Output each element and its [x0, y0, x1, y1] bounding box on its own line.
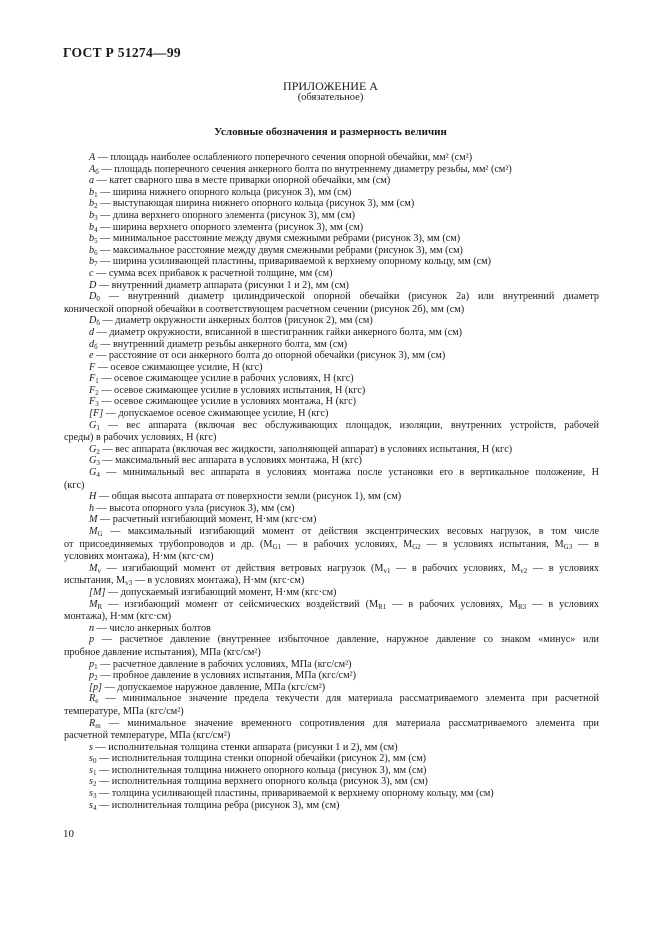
definition-text: температуре, МПа (кгс/см²) [64, 705, 184, 717]
definition-continuation [64, 730, 599, 742]
definition-text: — пробное давление в условиях испытания, МПа (кгс/см²) [97, 670, 356, 682]
definition-text: — минимальное значение временного сопротивления для материала рассматриваемого элемента при [100, 717, 599, 729]
symbol: [F] [89, 408, 104, 420]
definition-line [64, 187, 599, 199]
definition-text: — площадь поперечного сечения анкерного болта по внутреннему диаметру резьбы, мм² (см²) [98, 163, 512, 175]
definition-line [64, 634, 599, 646]
definition-text: — минимальное значение предела текучести для материала рассматриваемого элемента при расчетной [98, 693, 599, 705]
inline-subscript: v1 [383, 566, 391, 575]
definition-line [64, 503, 599, 515]
symbol: [M] [89, 586, 106, 598]
definition-text: — изгибающий момент от действия ветровых нагрузок (M [101, 562, 384, 574]
definition-line [64, 563, 599, 575]
symbol-subscript: 3 [92, 792, 97, 800]
symbol: s [89, 741, 93, 753]
definition-line [64, 788, 599, 800]
definition-line [64, 350, 599, 362]
definition-text: — толщина усиливающей пластины, привариваемой к верхнему опорному кольцу, мм (см) [96, 788, 494, 800]
definition-text: — вес аппарата (включая вес жидкости, заполняющей аппарат) в условиях испытания, Н (кгс) [99, 443, 513, 455]
definition-text: — минимальное расстояние между двумя смежными ребрами (рисунок 3), мм (см) [97, 233, 461, 245]
definition-text: — допускаемый изгибающий момент, Н·мм (кгс·см) [105, 586, 337, 598]
symbol: R [89, 693, 96, 705]
appendix-heading [0, 80, 661, 104]
symbol: s [89, 753, 93, 765]
definition-continuation [64, 647, 599, 659]
definition-text: — изгибающий момент от сейсмических воздействий (M [102, 598, 379, 610]
symbol: b [89, 256, 95, 268]
definition-line [64, 526, 599, 538]
definition-text: — площадь наиболее ослабленного поперечного сечения опорной обечайки, мм² (см²) [95, 152, 473, 163]
definition-line [64, 256, 599, 268]
definition-line [64, 753, 599, 765]
definition-text: — общая высота аппарата от поверхности земли (рисунок 1), мм (см) [96, 491, 402, 503]
symbol: p [89, 658, 95, 670]
symbol: b [89, 209, 95, 221]
symbol-subscript: 0 [96, 295, 100, 303]
symbol-subscript: 6 [94, 248, 98, 257]
definition-text: пробное давление испытания), МПа (кгс/см²) [64, 646, 261, 658]
symbol-subscript: 4 [92, 803, 97, 812]
definition-text: — сумма всех прибавок к расчетной толщине, мм (см) [93, 267, 333, 279]
symbol-subscript: б [95, 167, 99, 176]
definition-line [64, 222, 599, 234]
definition-text: — расчетный изгибающий момент, Н·мм (кгс·см) [97, 514, 317, 526]
definition-text: — ширина нижнего опорного кольца (рисунок 3), мм (см) [97, 186, 352, 198]
definition-line [64, 164, 599, 176]
appendix-subtitle: (обязательное) [297, 92, 364, 103]
definition-text: — максимальное расстояние между двумя смежными ребрами (рисунок 3), мм (см) [97, 244, 463, 256]
inline-subscript: v2 [520, 566, 528, 575]
definition-text: — исполнительная толщина стенки опорной обечайки (рисунок 2), мм (см) [96, 753, 427, 765]
definition-text: — осевое сжимающее усилие в рабочих условиях, Н (кгс) [98, 373, 354, 385]
definition-text: — расчетное давление (внутреннее избыточное давление, наружное давление со знаком «минус» или [94, 634, 599, 646]
definition-line [64, 315, 599, 327]
definition-line [64, 396, 599, 408]
symbol: D [89, 291, 97, 303]
symbol: h [89, 502, 95, 514]
definition-line [64, 659, 599, 671]
symbol: M [89, 562, 98, 574]
definition-continuation [64, 611, 599, 623]
definition-line [64, 587, 599, 599]
symbol: b [89, 233, 95, 245]
definition-line [64, 210, 599, 222]
symbol: F [89, 373, 96, 385]
definition-text: — высота опорного узла (рисунок 3), мм (см) [94, 502, 295, 514]
symbol-subscript: 2 [94, 674, 98, 682]
symbol: s [89, 799, 93, 811]
definition-text: — вес аппарата (включая вес обслуживающих площадок, изоляции, внутренних устройств, рабочей [99, 419, 599, 431]
definition-text: — исполнительная толщина стенки аппарата (рисунки 1 и 2), мм (см) [92, 741, 398, 753]
definition-line [64, 198, 599, 210]
symbol-subscript: e [95, 697, 99, 705]
symbol-subscript: 2 [95, 388, 99, 397]
symbol-subscript: 3 [96, 459, 100, 468]
symbol: e [89, 350, 94, 362]
definition-text: конической опорной обечайки в соответствующем расчетном сечении (рисунок 2б), мм (см) [64, 303, 465, 315]
definition-line [64, 152, 599, 164]
definition-text: от присоединяемых трубопроводов и др. (M [64, 538, 273, 550]
definition-line [64, 233, 599, 245]
definition-line [64, 682, 599, 694]
symbol: n [89, 622, 95, 634]
inline-subscript: G3 [563, 542, 573, 551]
inline-subscript: G2 [412, 542, 421, 551]
symbol: H [89, 491, 97, 503]
definition-text: — в условиях [526, 598, 599, 610]
definition-continuation [64, 539, 599, 551]
inline-subscript: R3 [517, 602, 527, 611]
symbol: b [89, 244, 95, 256]
symbols-list [64, 152, 599, 811]
definition-text: — в рабочих условиях, M [281, 538, 413, 550]
definition-line [64, 623, 599, 635]
inline-subscript: G1 [272, 542, 282, 551]
definition-text: — исполнительная толщина ребра (рисунок 3), мм (см) [96, 799, 340, 811]
symbol-subscript: 4 [96, 471, 100, 479]
symbol: G [89, 467, 97, 479]
symbol-subscript: 7 [94, 260, 98, 268]
symbol: G [89, 419, 97, 431]
definition-line [64, 385, 599, 397]
definition-continuation [64, 706, 599, 718]
definition-text: — ширина усиливающей пластины, привариваемой к верхнему опорному кольцу, мм (см) [97, 256, 492, 268]
symbol-subscript: 1 [96, 423, 100, 432]
symbol-subscript: 1 [95, 377, 99, 385]
symbol: b [89, 198, 95, 210]
definition-line [64, 268, 599, 280]
symbol-subscript: 0 [92, 757, 97, 765]
definition-line [64, 467, 599, 479]
definition-text: — расчетное давление в рабочих условиях, МПа (кгс/см²) [97, 658, 352, 670]
definition-line [64, 291, 599, 303]
definition-text: — расстояние от оси анкерного болта до опорной обечайки (рисунок 3), мм (см) [93, 350, 446, 362]
section-title: Условные обозначения и размерность величин [214, 126, 447, 138]
symbol-subscript: 3 [94, 213, 98, 222]
symbol-subscript: 1 [94, 662, 98, 671]
symbol: b [89, 221, 95, 233]
definition-line [64, 339, 599, 351]
definition-text: — в рабочих условиях, M [390, 562, 521, 574]
definition-text: — максимальный вес аппарата в условиях монтажа, Н (кгс) [99, 455, 362, 467]
symbol: M [89, 526, 98, 537]
definition-text: — осевое сжимающее усилие, Н (кгс) [95, 361, 263, 373]
symbol-subscript: 3 [95, 400, 99, 409]
definition-line [64, 245, 599, 257]
inline-subscript: R1 [378, 602, 387, 611]
definition-text: — допускаемое осевое сжимающее усилие, Н (кгс) [103, 408, 329, 420]
definition-line [64, 765, 599, 777]
definition-text: — число анкерных болтов [94, 622, 211, 634]
symbol: R [89, 717, 96, 729]
definition-text: — осевое сжимающее усилие в условиях монтажа, Н (кгс) [98, 396, 357, 408]
symbol: D [89, 279, 97, 291]
symbol: d [89, 338, 95, 350]
symbol: b [89, 186, 95, 198]
definition-text: — катет сварного шва в месте приварки опорной обечайки, мм (см) [94, 175, 391, 187]
symbol: s [89, 776, 93, 788]
definition-line [64, 175, 599, 187]
definition-text: — внутренний диаметр аппарата (рисунки 1 и 2), мм (см) [96, 279, 349, 291]
definition-text: — внутренний диаметр цилиндрической опорной обечайки (рисунок 2а) или внутренний диаметр [99, 291, 599, 303]
symbol: F [89, 384, 96, 396]
standard-designation: ГОСТ Р 51274—99 [63, 45, 181, 60]
symbol: G [89, 455, 97, 467]
definition-text: — минимальный вес аппарата в условиях монтажа после установки его в вертикальное положение, Н [99, 467, 599, 479]
symbol-subscript: 2 [92, 780, 97, 789]
definition-line [64, 670, 599, 682]
definition-text: — в условиях [527, 562, 599, 574]
symbol: M [89, 598, 98, 610]
definition-continuation [64, 480, 599, 492]
definition-continuation [64, 575, 599, 587]
symbol: M [89, 514, 98, 526]
symbol: [p] [89, 681, 103, 693]
symbol-subscript: v [97, 566, 101, 575]
definition-text: — в условиях испытания, M [420, 538, 564, 550]
definition-text: — в [572, 538, 599, 550]
symbol: A [89, 163, 96, 175]
definition-text: — допускаемое наружное давление, МПа (кгс/см²) [102, 681, 326, 693]
definition-line [64, 408, 599, 420]
symbol: s [89, 788, 93, 800]
page-number: 10 [63, 828, 74, 840]
definition-text: — диаметр окружности анкерных болтов (рисунок 2), мм (см) [99, 315, 373, 327]
inline-subscript: v3 [125, 579, 133, 587]
symbol-subscript: 1 [94, 190, 98, 199]
definition-text: расчетной температуре, МПа (кгс/см²) [64, 730, 231, 742]
symbol-subscript: 4 [94, 225, 98, 234]
symbol-subscript: б [96, 319, 100, 327]
definition-line [64, 800, 599, 812]
definition-line [64, 742, 599, 754]
symbol-subscript: 5 [94, 237, 98, 245]
definition-line [64, 455, 599, 467]
definition-line [64, 491, 599, 503]
definition-line [64, 327, 599, 339]
definition-text: (кгс) [64, 479, 85, 491]
symbol: D [89, 315, 97, 327]
definition-text: — максимальный изгибающий момент от действия эксцентрических весовых нагрузок, в том числе [102, 526, 599, 537]
definition-continuation [64, 551, 599, 563]
definition-line [64, 362, 599, 374]
definition-text: среды) в рабочих условиях, Н (кгс) [64, 432, 217, 444]
symbol: G [89, 443, 97, 455]
symbol-subscript: R [97, 602, 103, 611]
definition-text: — исполнительная толщина верхнего опорного кольца (рисунок 3), мм (см) [96, 776, 428, 788]
definition-line [64, 599, 599, 611]
symbol: s [89, 764, 93, 776]
definition-line [64, 373, 599, 385]
definition-line [64, 718, 599, 730]
appendix-title: ПРИЛОЖЕНИЕ А [283, 79, 378, 93]
definition-text: испытания, M [64, 575, 126, 587]
symbol: a [89, 175, 95, 187]
definition-text: — выступающая ширина нижнего опорного кольца (рисунок 3), мм (см) [97, 198, 415, 210]
definition-text: — осевое сжимающее усилие в условиях испытания, Н (кгс) [98, 384, 366, 396]
definition-continuation [64, 304, 599, 316]
symbol-subscript: m [95, 721, 101, 730]
definition-text: — в рабочих условиях, M [386, 598, 518, 610]
definition-line [64, 776, 599, 788]
symbol-subscript: б [94, 342, 98, 351]
symbol: F [89, 396, 96, 408]
symbol-subscript: 2 [96, 447, 100, 456]
definition-text: — исполнительная толщина нижнего опорного кольца (рисунок 3), мм (см) [96, 764, 427, 776]
symbol-subscript: 1 [92, 768, 97, 777]
definition-line [64, 693, 599, 705]
symbol: A [89, 152, 96, 163]
definition-text: монтажа), Н·мм (кгс·см) [64, 611, 172, 623]
definition-line [64, 444, 599, 456]
definition-text: условиях монтажа), Н·мм (кгс·см) [64, 551, 214, 563]
definition-text: — диаметр окружности, вписанной в шестигранник гайки анкерного болта, мм (см) [94, 326, 463, 338]
symbol: p [89, 670, 95, 682]
definition-text: — внутренний диаметр резьбы анкерного болта, мм (см) [97, 338, 348, 350]
definition-line [64, 514, 599, 526]
symbol-subscript: G [97, 530, 103, 538]
definition-text: — длина верхнего опорного элемента (рисунок 3), мм (см) [97, 209, 356, 221]
definition-line [64, 280, 599, 292]
symbol: c [89, 267, 94, 279]
symbol: p [89, 634, 95, 646]
definition-line [64, 420, 599, 432]
definition-text: — ширина верхнего опорного элемента (рисунок 3), мм (см) [97, 221, 364, 233]
definition-continuation [64, 432, 599, 444]
symbol: F [89, 361, 96, 373]
definition-text: — в условиях монтажа), Н·мм (кгс·см) [132, 575, 305, 587]
symbol: d [89, 326, 95, 338]
symbol-subscript: 2 [94, 202, 98, 210]
